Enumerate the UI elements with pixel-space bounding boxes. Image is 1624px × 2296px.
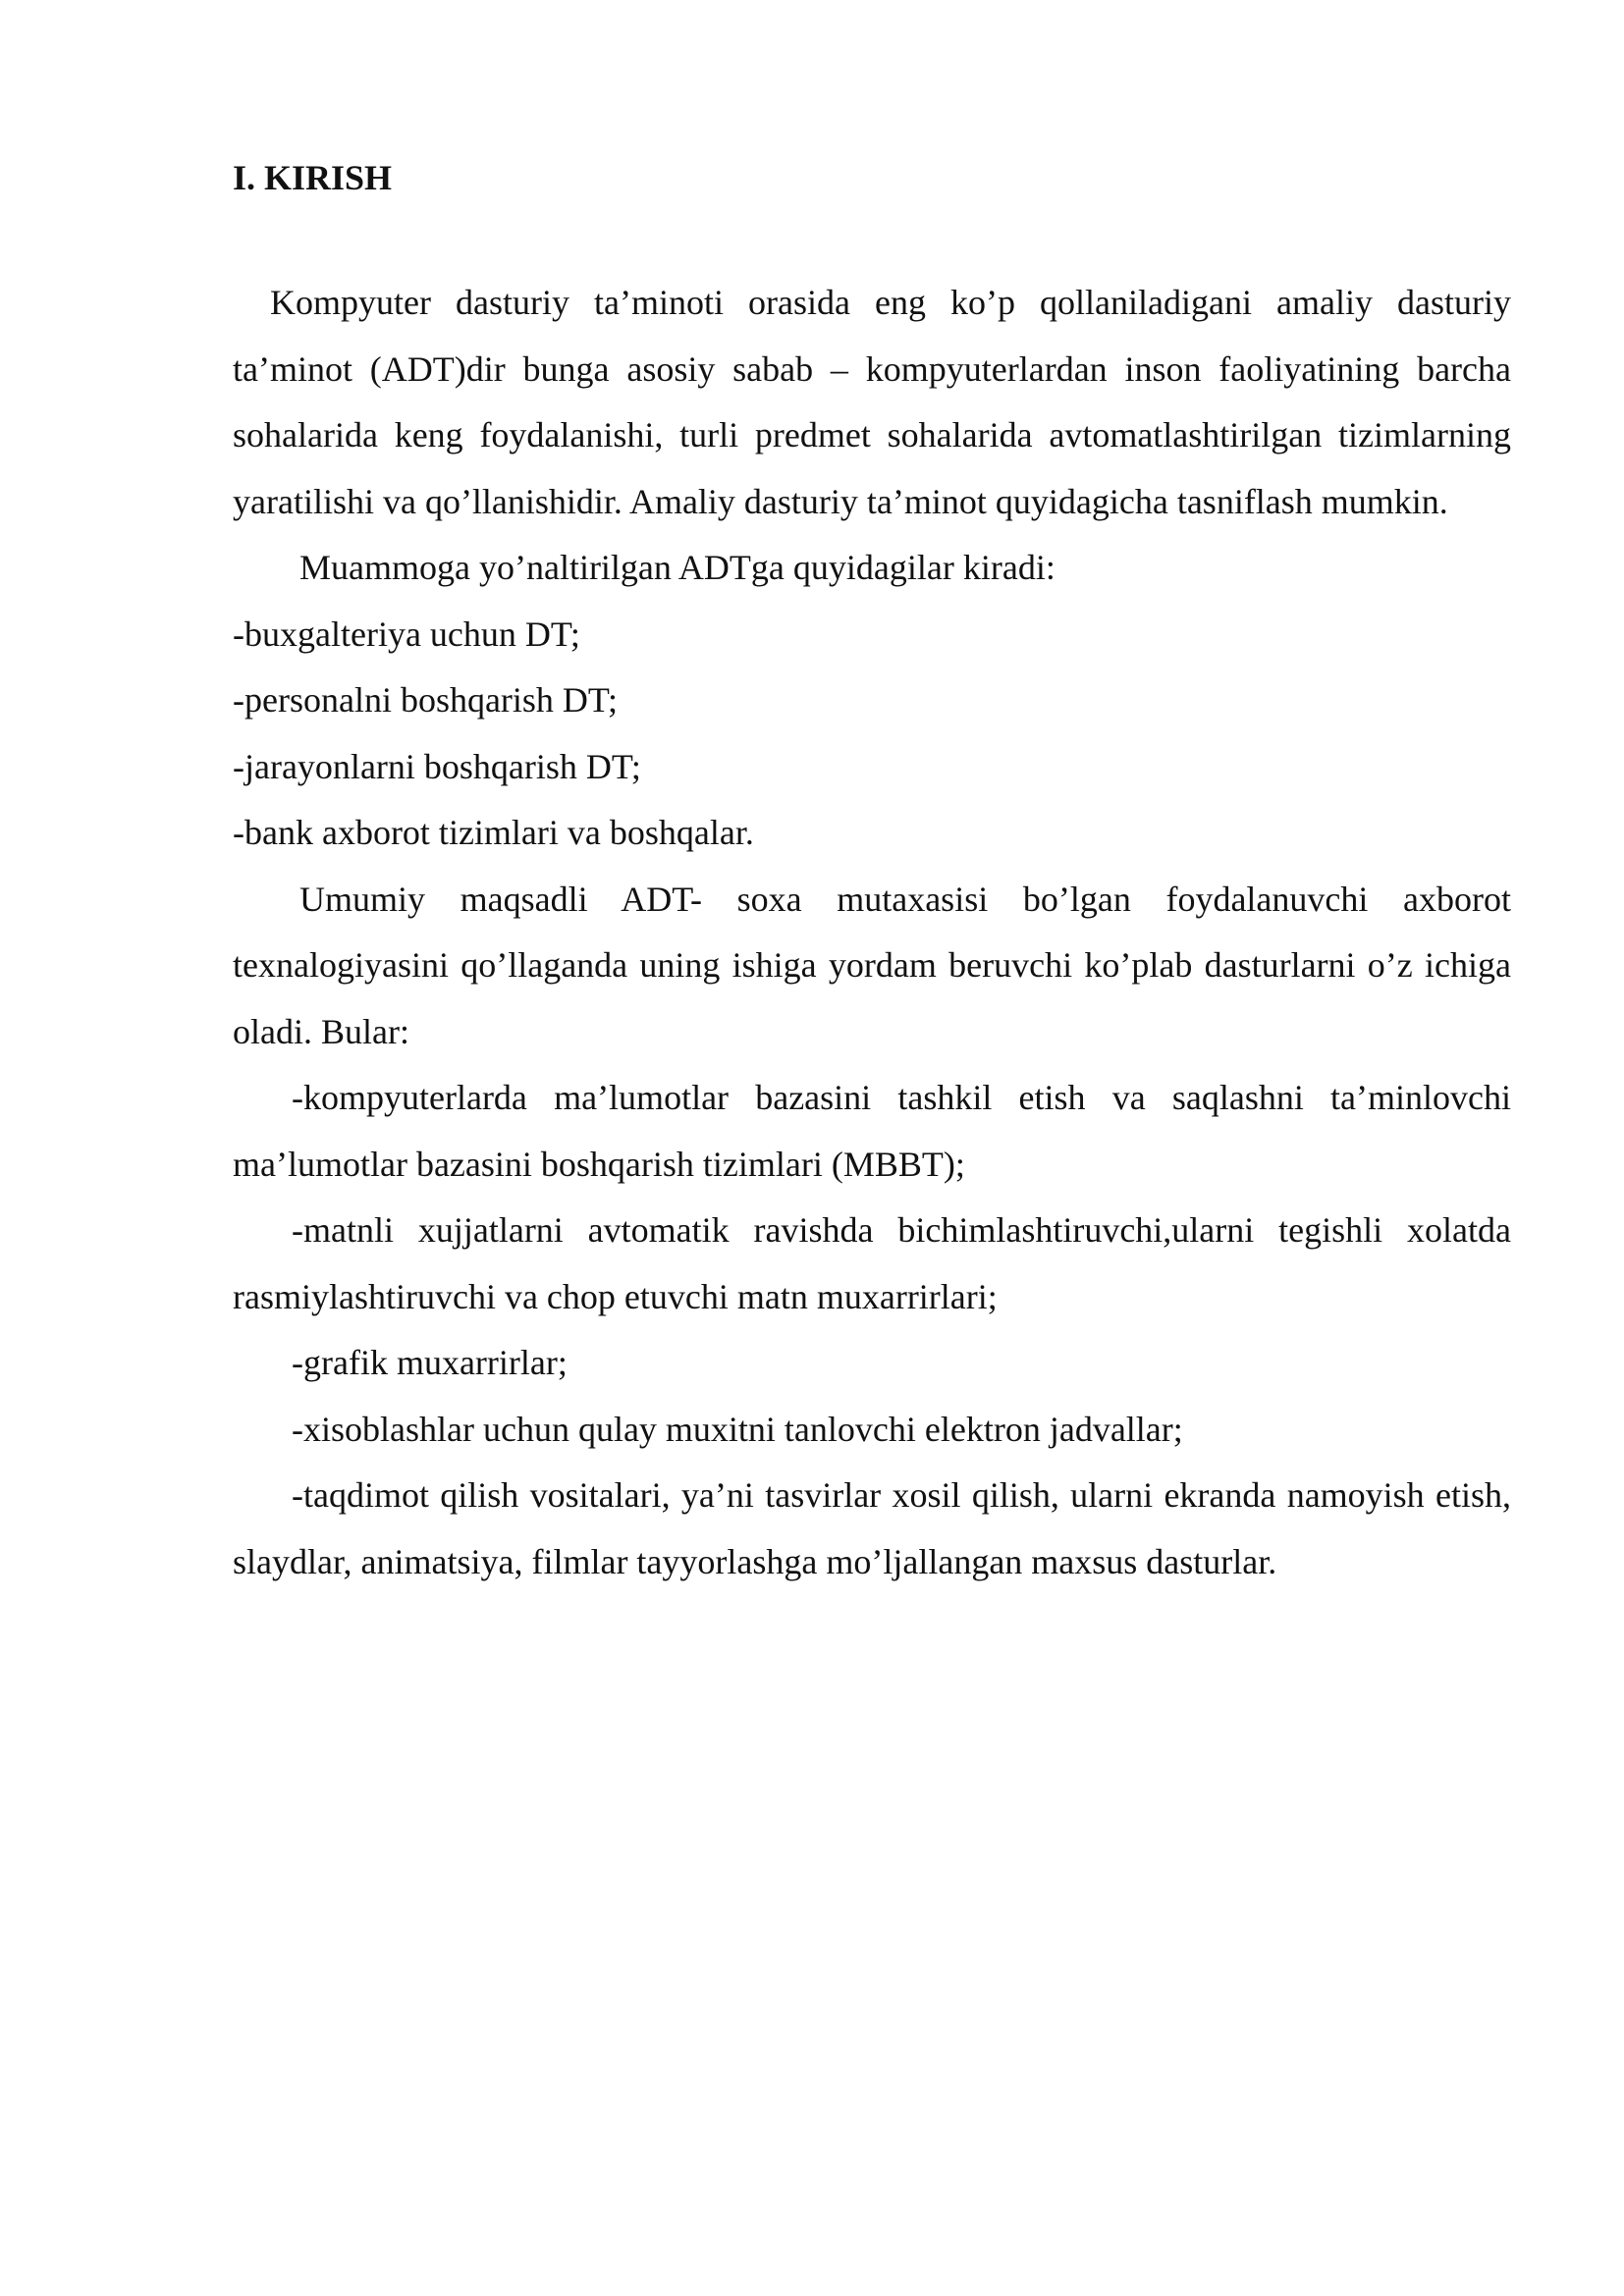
list-item: -grafik muxarrirlar; xyxy=(292,1343,568,1382)
paragraph-problem-oriented: Muammoga yo’naltirilgan ADTga quyidagilar kiradi: xyxy=(299,548,1056,587)
list-item: -personalni boshqarish DT; xyxy=(233,680,618,720)
list-item: -matnli xujjatlarni avtomatik ravishda bichimlashtiruvchi,ularni tegishli xolatda rasmiylashtiruvchi va chop etuvchi matn muxarrirlari; xyxy=(233,1210,1511,1316)
list-item: -jarayonlarni boshqarish DT; xyxy=(233,746,641,786)
list-item: -buxgalteriya uchun DT; xyxy=(233,614,580,654)
list-item: -xisoblashlar uchun qulay muxitni tanlovchi elektron jadvallar; xyxy=(292,1409,1183,1449)
section-heading: I. KIRISH xyxy=(233,158,393,197)
document-body xyxy=(233,152,1511,1595)
list-item: -kompyuterlarda ma’lumotlar bazasini tashkil etish va saqlashni ta’minlovchi ma’lumotlar bazasini boshqarish tizimlari (MBBT); xyxy=(233,1078,1511,1184)
paragraph-intro: Kompyuter dasturiy ta’minoti orasida eng ko’p qollaniladigani amaliy dasturiy ta’minot (ADT)dir bunga asosiy sabab – kompyuterlardan inson faoliyatining barcha sohalarida keng foydalanishi, turli predmet sohalarida avtomatlashtirilgan tizimlarning yaratilishi va qo’llanishidir. Amaliy dasturiy ta’minot quyidagicha tasniflash mumkin. xyxy=(233,283,1511,521)
paragraph-general-purpose: Umumiy maqsadli ADT- soxa mutaxasisi bo’lgan foydalanuvchi axborot texnalogiyasini qo’llaganda uning ishiga yordam beruvchi ko’plab dasturlarni o’z ichiga oladi. Bular: xyxy=(233,879,1511,1051)
list-item: -bank axborot tizimlari va boshqalar. xyxy=(233,813,754,852)
list-item: -taqdimot qilish vositalari, ya’ni tasvirlar xosil qilish, ularni ekranda namoyish etish, slaydlar, animatsiya, filmlar tayyorlashga mo’ljallangan maxsus dasturlar. xyxy=(233,1475,1511,1581)
